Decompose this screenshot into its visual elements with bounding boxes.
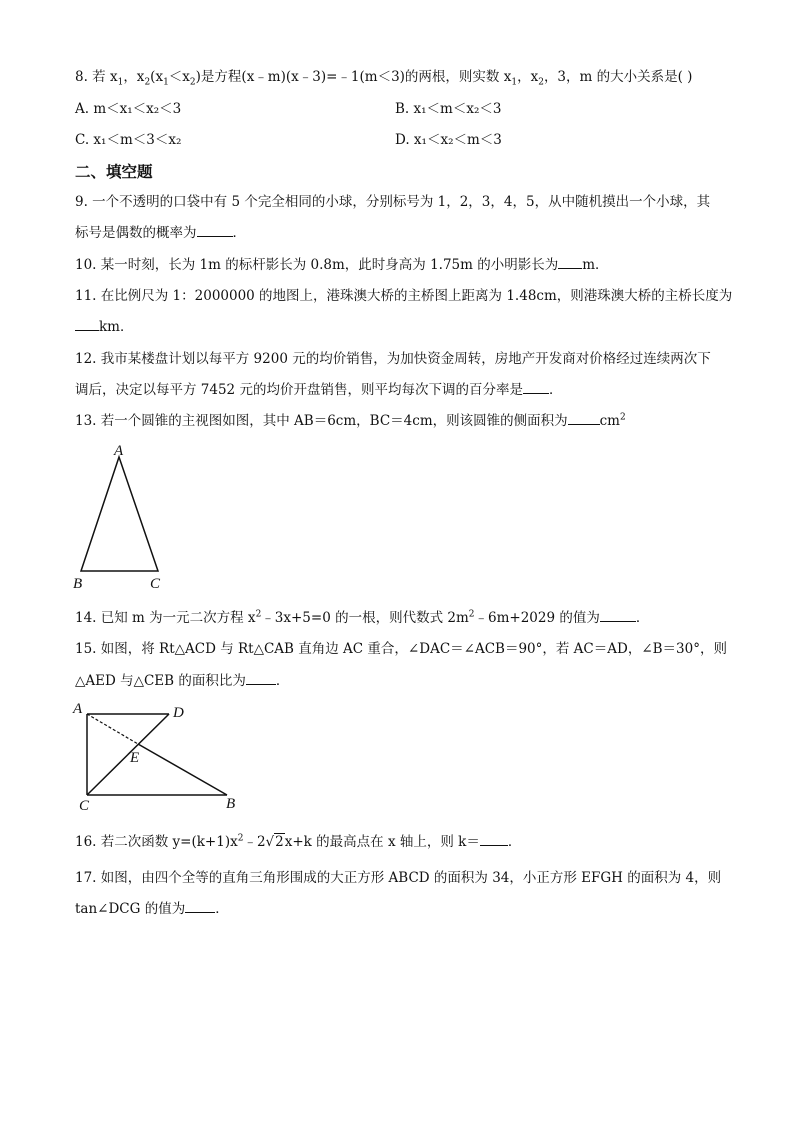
triangles-figure (70, 700, 250, 815)
label-b: B (73, 576, 83, 592)
q15-line2: △AED 与△CEB 的面积比为 ． (75, 673, 290, 689)
triangle-abc (81, 457, 158, 571)
answer-blank (197, 224, 233, 237)
sqrt-expression: √2 (265, 834, 284, 850)
q12-line1: 12. 我市某楼盘计划以每平方 9200 元的均价销售，为加快资金周转，房地产开发商对价格经过连续两次下 (75, 351, 711, 367)
q8-option-c: C. x₁＜m＜3＜x₂ (75, 132, 182, 148)
q10-line: 10. 某一时刻，长为 1m 的标杆影长为 0.8m，此时身高为 1.75m 的小明影长为 m． (75, 257, 609, 273)
answer-blank (246, 672, 276, 685)
answer-blank (568, 412, 600, 425)
q13-line: 13. 若一个圆锥的主视图如图，其中 AB＝6cm，BC＝4cm，则该圆锥的侧面积为 $cm^2$ (75, 412, 626, 429)
label-c: C (79, 798, 90, 814)
answer-blank (523, 381, 549, 394)
label-b: B (226, 796, 236, 812)
q16-line: 16. 若二次函数 $y=(k+1)x^2﹣2√2x+k$ 的最高点在 x 轴上，则 k＝ ． (75, 833, 522, 850)
q8-option-b: B. x₁＜m＜x₂＜3 (395, 101, 502, 117)
label-d: D (173, 705, 184, 721)
q8-stem: 8. 若 $x_1$，$x_2(x_1<x_2)$是方程(x﹣m)(x﹣3)=﹣1(m＜3)的两根，则实数 $x_1$，$x_2$，3，m 的大小关系是( ) (75, 69, 693, 88)
q8-option-d: D. x₁＜x₂＜m＜3 (395, 132, 502, 148)
answer-blank (558, 256, 582, 269)
answer-blank (600, 609, 636, 622)
label-e: E (130, 750, 140, 766)
q17-line2: tan∠DCG 的值为 ． (75, 901, 229, 917)
cone-front-view-figure (70, 440, 190, 590)
q11-line1: 11. 在比例尺为 1：2000000 的地图上，港珠澳大桥的主桥图上距离为 1.48cm，则港珠澳大桥的主桥长度为 (75, 288, 733, 304)
q12-line2: 调后，决定以每平方 7452 元的均价开盘销售，则平均每次下调的百分率是 ． (75, 382, 563, 398)
label-a: A (114, 443, 124, 459)
q11-line2: km． (75, 318, 133, 336)
section-title: 二、填空题 (75, 163, 153, 181)
q8-option-a: A. m＜x₁＜x₂＜3 (75, 101, 182, 117)
q9-line1: 9. 一个不透明的口袋中有 5 个完全相同的小球，分别标号为 1，2，3，4，5，从中随机摸出一个小球，其 (75, 194, 711, 210)
q17-line1: 17. 如图，由四个全等的直角三角形围成的大正方形 ABCD 的面积为 34，小正方形 EFGH 的面积为 4，则 (75, 870, 722, 886)
q9-line2: 标号是偶数的概率为 ． (75, 225, 246, 241)
segment-eb (138, 744, 227, 795)
answer-blank (75, 318, 99, 331)
label-a: A (73, 701, 83, 717)
q15-line1: 15. 如图，将 Rt△ACD 与 Rt△CAB 直角边 AC 重合，∠DAC＝∠ACB＝90°，若 AC＝AD，∠B＝30°，则 (75, 641, 727, 657)
answer-blank (480, 833, 508, 846)
answer-blank (185, 900, 215, 913)
segment-ae-dashed (87, 714, 138, 744)
label-c: C (150, 576, 161, 592)
q14-line: 14. 已知 m 为一元二次方程 $x^2﹣3x+5=0$ 的一根，则代数式 $2m^2﹣6m+2029$ 的值为 ． (75, 609, 650, 626)
